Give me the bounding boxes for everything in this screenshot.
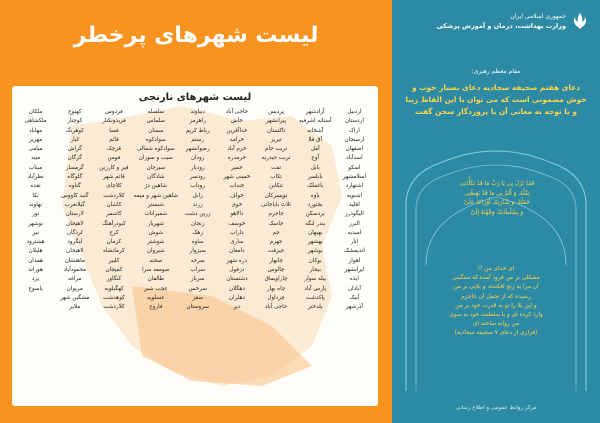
city-cell: چاه بهار	[266, 285, 286, 292]
city-cell: مراغه	[67, 276, 82, 283]
city-cell: نهاوند	[29, 201, 43, 208]
city-cell: فریدونکنار	[102, 118, 126, 125]
city-grid	[16, 108, 374, 313]
city-cell: چابهار	[269, 257, 283, 264]
city-cell: آزادشهر	[305, 109, 325, 115]
city-cell: جهرم	[269, 239, 283, 246]
city-cell: شمیرانات	[144, 211, 168, 218]
city-cell: ملکشاهی	[24, 118, 47, 125]
city-cell: انار	[350, 239, 359, 246]
city-cell: اردبیل	[347, 109, 362, 115]
city-cell: لارستان	[65, 211, 84, 218]
city-cell: صحنه	[149, 257, 163, 264]
city-cell: لاهیجان	[66, 248, 84, 255]
city-cell: تنکابن	[269, 183, 283, 190]
city-cell: چرداول	[267, 294, 285, 301]
city-cell: کلاردشت	[103, 304, 125, 311]
city-cell: کوهدشت	[103, 294, 125, 301]
city-cell: رضوانشهر	[185, 146, 210, 153]
city-cell	[16, 303, 55, 312]
city-cell: خواف	[230, 192, 244, 199]
city-cell: نیر	[32, 229, 39, 236]
city-cell: البرز	[349, 220, 360, 227]
city-cell: هلیلان	[28, 248, 43, 255]
city-cell: کاشان	[106, 201, 122, 208]
city-cell: بهشهر	[307, 239, 323, 246]
city-cell: شبستر	[147, 201, 164, 208]
city-cell: بوشهر	[307, 248, 323, 255]
city-cell: مشگین شهر	[60, 294, 90, 301]
city-cell: کهگیلویه	[104, 285, 124, 292]
city-cell: پاکدشت	[305, 294, 325, 301]
city-cell: اقلید	[349, 201, 360, 208]
city-cell: اصفهان	[345, 146, 364, 153]
city-cell: سراب	[190, 267, 205, 274]
city-cell: تبریز	[270, 136, 282, 143]
city-cell: سلسله	[147, 109, 165, 115]
city-cell: زابل	[192, 192, 203, 199]
city-cell: اسدآباد	[346, 155, 363, 162]
prayer-heading: ای خدای من !!	[477, 266, 515, 272]
city-cell: ملاير	[69, 304, 81, 311]
city-cell: سلماس	[146, 118, 165, 125]
city-cell: ثلاث باباجانی	[261, 201, 291, 208]
city-cell: کاشمر	[106, 211, 122, 218]
city-cell: ایرانشهر	[344, 267, 365, 274]
city-cell: ملکان	[28, 109, 43, 115]
city-cell: آمل	[310, 146, 320, 153]
city-cell: سقز	[192, 294, 204, 301]
city-cell: گراش	[67, 146, 82, 153]
city-cell: خاش	[230, 118, 243, 125]
city-cell: پارس آباد	[304, 285, 327, 292]
city-cell: میناب	[28, 164, 43, 171]
city-cell: دیر	[233, 304, 241, 311]
city-cell: سرباز	[190, 276, 205, 283]
city-cell: نظرآباد	[27, 174, 44, 181]
gov-line-1: جمهوری اسلامی ایران	[510, 13, 566, 20]
city-cell: رودسر	[189, 174, 206, 181]
gov-line-2: وزارت بهداشت، درمان و آموزش پزشکی	[436, 22, 566, 30]
city-cell: شوش	[148, 229, 164, 236]
city-cell: قائم شهر	[103, 174, 125, 181]
city-cell: بوکان	[308, 257, 322, 264]
city-cell: سیرجان	[146, 164, 166, 171]
city-cell: حاجی آباد	[264, 304, 288, 311]
city-cell: مهریز	[28, 136, 43, 143]
city-cell: جاجرم	[268, 211, 284, 218]
city-cell: کلاردشت	[103, 192, 125, 199]
city-cell: سروستان	[186, 304, 210, 311]
prayer-source: (فرازی از دعای ۷ صحیفه سجادیه)	[454, 330, 538, 337]
city-cell: خرمدره	[227, 155, 246, 162]
city-cell: یزد	[32, 276, 40, 283]
leader-label: مقام معظم رهبری:	[471, 68, 521, 75]
city-cell: آذرشهر	[345, 304, 363, 311]
city-cell: سبزوار	[189, 248, 206, 255]
city-cell: تربت حیدریه	[261, 155, 291, 162]
city-cell: خنداب	[229, 183, 245, 190]
city-cell: کلاچای	[106, 183, 122, 190]
city-cell: بجنورد	[307, 201, 323, 208]
prayer-line: مشکلی بر من فرود آمده که سنگینی	[452, 275, 540, 282]
city-cell: باوه	[310, 192, 320, 199]
city-cell: هوراند	[28, 267, 43, 274]
city-cell: جیرفت	[267, 248, 285, 255]
city-cell: اندیمشک	[343, 248, 365, 255]
city-cell: بهبهان	[308, 229, 323, 236]
city-cell: رودبار	[190, 164, 205, 171]
city-cell: زنجان	[190, 220, 205, 227]
city-cell: لاهیجان	[66, 220, 84, 227]
city-cell: کرمانشاه	[103, 248, 125, 255]
footer-credit: مرکز روابط عمومی و اطلاع رسانی	[455, 405, 537, 411]
city-cell: گرگان	[67, 155, 82, 162]
city-cell: قیر و کارزین	[99, 164, 129, 171]
city-cell: امیدیه	[347, 229, 362, 236]
city-cell: راهرمز	[189, 118, 206, 125]
city-cell: پیرانشهر	[266, 118, 287, 125]
city-cell: زهک	[192, 229, 204, 236]
city-cell: رستم	[191, 136, 205, 143]
city-cell: ایذه	[349, 276, 359, 283]
city-cell: تاکستان	[266, 127, 286, 134]
city-cell: پلدختر	[307, 304, 323, 311]
city-cell: آبادان	[347, 285, 361, 292]
city-cell: اشنویه	[346, 192, 363, 199]
city-cell: سرخس	[188, 285, 207, 292]
right-panel	[392, 0, 600, 423]
iran-emblem-icon	[572, 12, 588, 30]
city-cell: باغملک	[307, 183, 324, 190]
city-cell: تفت	[271, 164, 282, 171]
city-cell: گلوگاه	[67, 174, 83, 181]
city-cell: بابلسر	[307, 174, 323, 181]
prayer-line: وارد کرده ای و با سلطنت خود به سوی	[449, 312, 543, 319]
city-list-card	[12, 86, 378, 406]
city-cell	[16, 294, 55, 303]
city-cell: زرند	[192, 201, 203, 208]
page-title: لیست شهرهای پرخطر	[73, 22, 319, 48]
city-cell: لنگرود	[67, 239, 83, 246]
city-cell: شادگان	[147, 174, 165, 181]
city-cell: عجب شیر	[143, 285, 168, 292]
verse-line: حَمْلُهُ. وَ بِقُدْرَتِکَ أَوْرَدْتَهُ عَلَیَّ	[464, 200, 530, 206]
city-cell: خمیر	[231, 164, 243, 171]
city-cell: شاهین دژ	[144, 183, 167, 190]
city-cell: اسلامشهر	[342, 174, 367, 181]
city-cell: پردیس	[268, 109, 284, 115]
city-cell: اراک	[349, 127, 360, 134]
city-cell: زرین دشت	[184, 211, 211, 218]
city-cell: آشخانه	[307, 127, 324, 134]
city-cell: خوسف	[228, 220, 246, 227]
city-cell: کرمان	[106, 239, 122, 246]
city-cell: سوادکوه شمالی	[136, 146, 175, 153]
city-cell: دهگلان	[228, 285, 245, 292]
city-cell: ارسنجان	[344, 136, 365, 143]
city-cell: دامغان	[229, 248, 245, 255]
city-cell: قائم	[109, 136, 119, 143]
city-cell: سرخه	[190, 257, 205, 264]
city-cell: بیجار	[309, 267, 321, 274]
city-cell: آستانه اشرفیه	[298, 118, 332, 125]
city-cell: هشترود	[26, 239, 45, 246]
city-cell: فسا	[109, 127, 119, 134]
city-cell: میامی	[28, 146, 43, 153]
city-cell: الیگودرز	[345, 211, 364, 218]
city-cell: قرچک	[106, 146, 122, 153]
city-cell: کوچنار	[67, 118, 83, 125]
city-cell: صومعه سرا	[142, 267, 170, 274]
city-cell: رباط کریم	[185, 127, 210, 134]
city-cell: گیلانغرب	[64, 201, 85, 208]
city-cell: خداآفرین	[226, 127, 248, 134]
list-subtitle: لیست شهرهای نارنجی	[138, 92, 252, 103]
city-cell: حاجی آباد	[225, 109, 249, 115]
city-cell: دالاهو	[230, 211, 244, 218]
city-cell: مهاباد	[29, 127, 43, 134]
city-cell: چاراویماق	[264, 276, 288, 283]
city-cell: کبودرآهنگ	[102, 220, 126, 227]
city-cell: شاهین شهر و میمه	[133, 192, 179, 199]
city-cell: بردسکن	[305, 211, 325, 218]
verse-line: وَ بِسُلْطَانِکَ وَجَّهْتَهُ إِلَیَّ	[470, 209, 524, 216]
ministry-header	[437, 12, 566, 31]
city-cell: همدان	[28, 257, 43, 264]
prayer-line: رسیده که از تحمل آن عاجزم	[461, 293, 531, 300]
city-cell: میبد	[30, 155, 41, 162]
city-cell: کنگاور	[106, 276, 122, 283]
city-cell: نکا	[32, 192, 39, 199]
city-cell: سمنان	[148, 127, 164, 134]
city-cell: تربت جام	[265, 146, 288, 153]
verse-line: فَقَدْ نَزَلَ بِی یَا رَبِّ مَا قَدْ تَکَأَّدَنِی	[459, 181, 535, 187]
city-cell: روداب	[190, 183, 206, 190]
city-cell: اردستان	[344, 118, 364, 125]
city-cell: خمینی شهر	[223, 174, 251, 181]
city-cell: اشتهارد	[345, 183, 364, 190]
city-cell: رودان	[190, 155, 205, 162]
city-cell: نور	[32, 211, 40, 218]
prayer-line: و این بلا را تو به قدرت خود بر من	[455, 302, 537, 309]
city-cell: شوشتر	[147, 239, 165, 246]
prayer-line: آن مرا به رنج افکنده، و بلایی بر من	[453, 284, 539, 291]
city-cell: کیار	[70, 136, 80, 143]
city-cell: بابل	[310, 164, 320, 171]
city-cell: کرج	[109, 229, 119, 236]
city-cell: مریوان	[66, 285, 83, 292]
city-cell: لردگان	[66, 229, 83, 236]
city-cell: نوشهر	[28, 220, 43, 227]
city-cell: کمیجان	[105, 267, 123, 274]
city-cell: داراب	[230, 229, 244, 236]
city-cell: ساری	[230, 239, 244, 246]
city-cell: آق قلا	[308, 136, 323, 143]
prayer-line: من روانه ساخته ای	[472, 321, 520, 328]
city-cell: کهنوج	[68, 109, 82, 115]
city-cell: دره شهر	[226, 257, 248, 264]
city-cell: بندر لنگه	[305, 220, 326, 227]
city-cell: دنیاوند	[190, 109, 206, 115]
city-cell: آوج	[311, 155, 320, 162]
city-cell: سیب و سوران	[138, 155, 173, 162]
city-cell: شیروان	[146, 248, 165, 255]
leader-quote: دعای هفتم صحیفه سجادیه دعای بسیار خوب و خوش مضمونی است که می توان با این الفاظ زیبا و با توجه به معانی آن با پروردگار سخن گفت	[405, 83, 587, 116]
city-cell: توپسرکان	[264, 192, 288, 199]
city-cell: گرمسار	[65, 164, 84, 171]
city-cell: خرم آباد	[227, 146, 247, 153]
city-cell: طالقان	[147, 276, 165, 283]
city-cell: محمودآباد	[63, 267, 87, 274]
city-cell: آبیک	[349, 294, 360, 301]
city-cell: اهواز	[348, 257, 361, 264]
city-cell: عسلویه	[147, 294, 165, 301]
city-cell: چالوس	[267, 267, 285, 274]
city-cell: دزفول	[229, 267, 245, 274]
city-cell: شهریار	[147, 220, 164, 227]
city-cell: فاروج	[149, 304, 163, 311]
city-cell: گنبد کاووس	[61, 192, 89, 199]
city-cell: فردوس	[105, 109, 123, 115]
city-cell: سوادکوه	[145, 136, 166, 143]
city-cell: اسکو	[348, 164, 361, 171]
arabic-verse	[424, 180, 570, 218]
city-cell: ساوه	[191, 239, 204, 246]
verse-line: ثِقْلُهُ، وَ أَلَمَّ بِی مَا قَدْ بَهَظَنِی	[464, 190, 530, 197]
city-cell: یاسوج	[28, 285, 43, 292]
city-cell: تکاب	[270, 174, 282, 181]
city-cell: جاسک	[268, 220, 284, 227]
city-cell: دهلران	[228, 294, 245, 301]
city-cell: کلیبر	[108, 257, 120, 264]
city-cell: دشتستان	[226, 276, 248, 283]
city-cell: فومن	[107, 155, 121, 162]
city-cell: بیله سوار	[304, 276, 327, 283]
prayer-translation	[412, 265, 580, 339]
city-cell: گناوه	[68, 183, 81, 190]
city-cell: خوی	[231, 201, 243, 208]
city-cell: کوهرنگ	[65, 127, 84, 134]
city-cell: ماهنشان	[64, 257, 85, 264]
city-cell: نقده	[30, 183, 41, 190]
city-cell: خرامه	[229, 136, 244, 143]
city-cell: جم	[272, 229, 280, 236]
